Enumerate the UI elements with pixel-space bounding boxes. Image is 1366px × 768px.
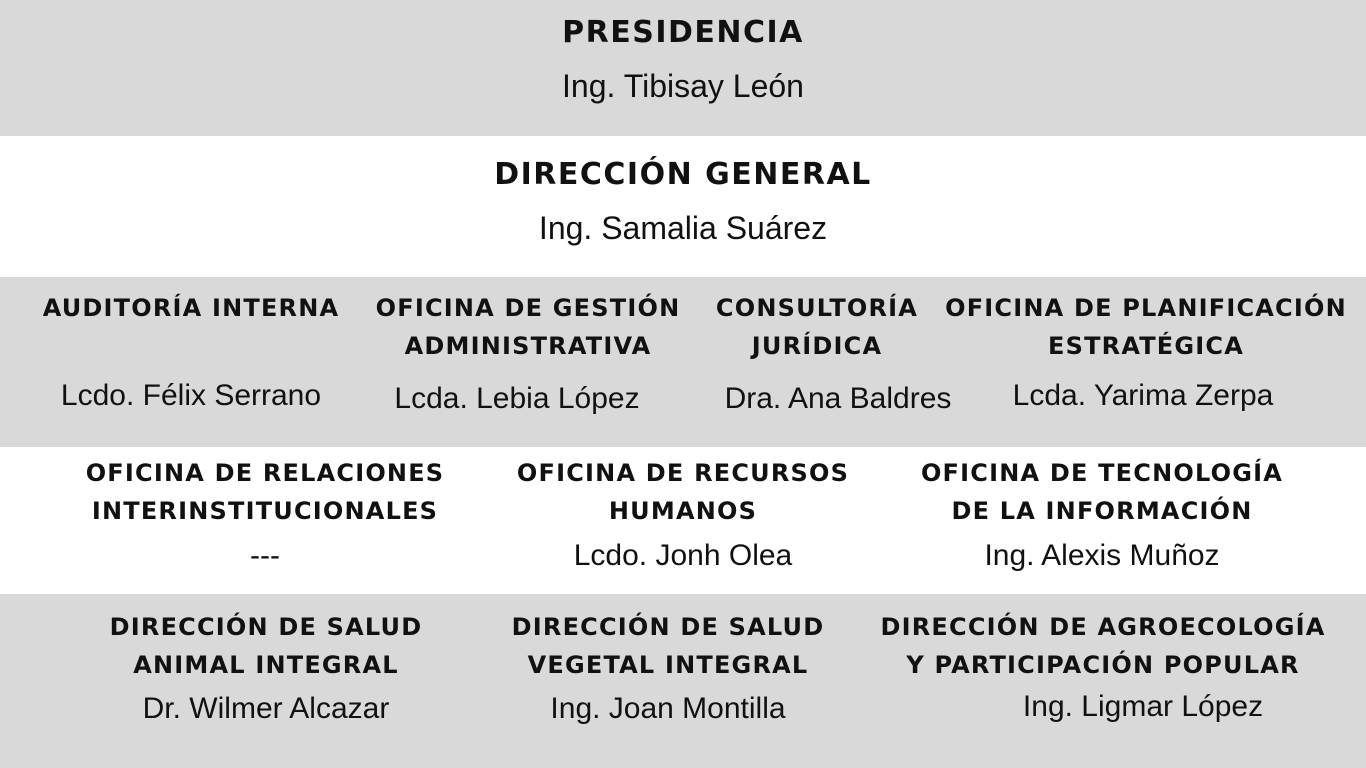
unit-head: Lcda. Yarima Zerpa: [1012, 379, 1274, 412]
unit-head: Lcda. Lebia López: [394, 382, 640, 415]
unit-relaciones-interinstitucionales: [70, 447, 460, 594]
unit-gestion-administrativa: [372, 277, 684, 447]
unit-title: AUDITORÍA INTERNA: [42, 294, 340, 322]
offices-row-1: [0, 277, 1366, 447]
presidencia-title: PRESIDENCIA: [562, 15, 804, 50]
unit-agroecologia: [870, 594, 1336, 768]
unit-head: Lcdo. Jonh Olea: [573, 539, 793, 572]
unit-recursos-humanos: [500, 447, 866, 594]
unit-title: OFICINA DE RELACIONES INTERINSTITUCIONALES: [85, 459, 445, 525]
unit-head: Lcdo. Félix Serrano: [60, 379, 322, 412]
offices-row-2: [0, 447, 1366, 594]
unit-title: OFICINA DE GESTIÓN ADMINISTRATIVA: [375, 294, 681, 360]
unit-head: ---: [250, 539, 280, 572]
unit-title: CONSULTORÍA JURÍDICA: [715, 294, 919, 360]
unit-head: Dra. Ana Baldres: [724, 382, 952, 415]
unit-planificacion-estrategica: [940, 277, 1352, 447]
unit-salud-animal: [96, 594, 436, 768]
direccion-general-name: Ing. Samalia Suárez: [538, 210, 828, 246]
unit-title: DIRECCIÓN DE SALUD VEGETAL INTEGRAL: [511, 613, 825, 679]
unit-salud-vegetal: [500, 594, 836, 768]
unit-head: Ing. Joan Montilla: [550, 692, 786, 725]
direccion-general-title: DIRECCIÓN GENERAL: [494, 157, 872, 192]
presidencia-band: [0, 0, 1366, 136]
unit-title: OFICINA DE RECURSOS HUMANOS: [516, 459, 850, 525]
presidencia-name: Ing. Tibisay León: [562, 68, 804, 104]
unit-tecnologia-informacion: [900, 447, 1304, 594]
directorates-row: [0, 594, 1366, 768]
unit-head: Ing. Alexis Muñoz: [984, 539, 1220, 572]
unit-head: Ing. Ligmar López: [1022, 690, 1264, 723]
unit-title: DIRECCIÓN DE AGROECOLOGÍA Y PARTICIPACIÓN POPULAR: [880, 613, 1326, 679]
unit-title: OFICINA DE TECNOLOGÍA DE LA INFORMACIÓN: [920, 459, 1284, 525]
unit-auditoria-interna: [36, 277, 346, 447]
unit-title: DIRECCIÓN DE SALUD ANIMAL INTEGRAL: [109, 613, 423, 679]
unit-consultoria-juridica: [704, 277, 952, 447]
unit-title: OFICINA DE PLANIFICACIÓN ESTRATÉGICA: [945, 294, 1347, 360]
unit-head: Dr. Wilmer Alcazar: [142, 692, 390, 725]
direccion-general-band: [0, 136, 1366, 277]
